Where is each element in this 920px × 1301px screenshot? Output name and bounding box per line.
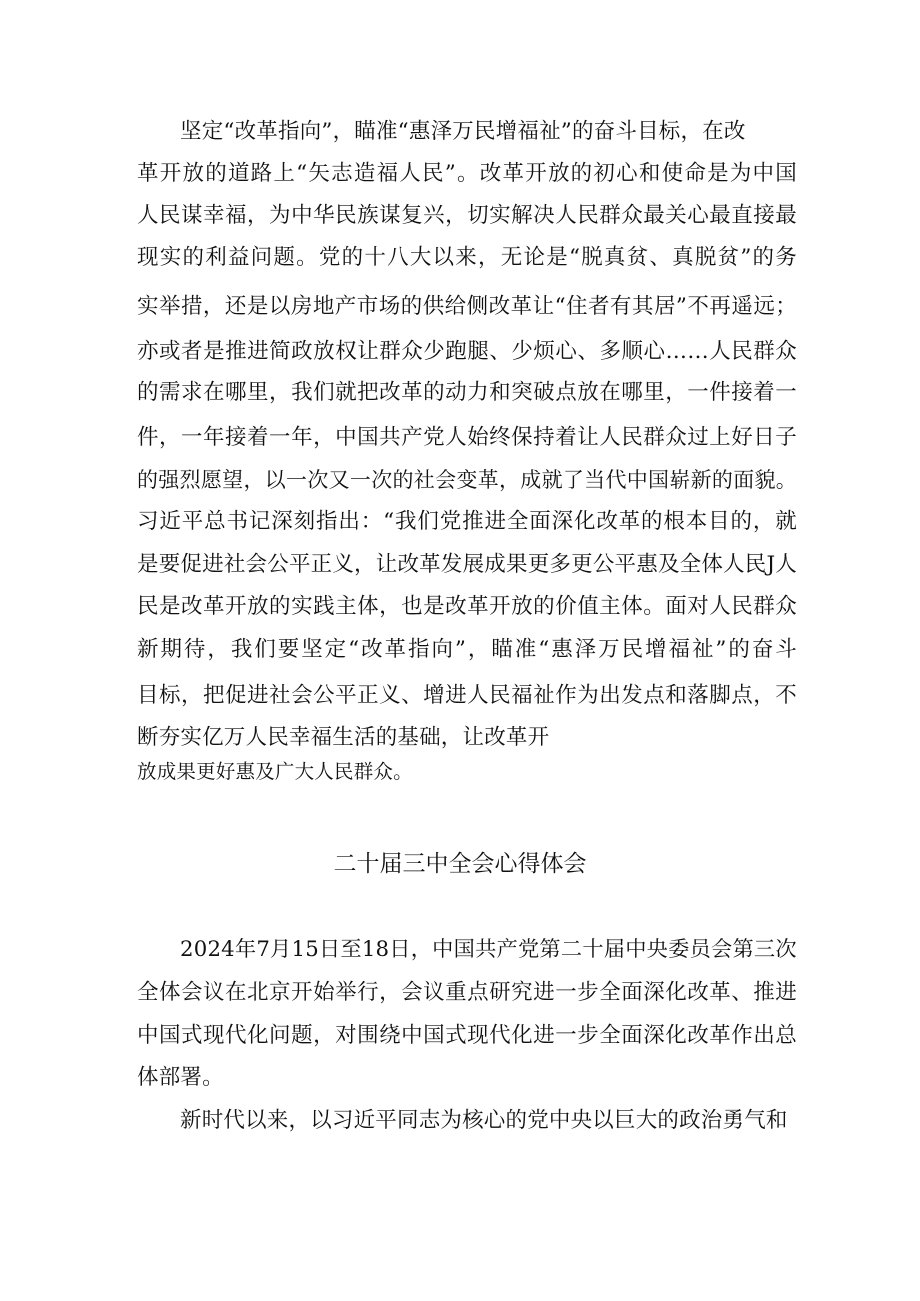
text-line: 2024年7月15日至18日，中国共产党第二十届中央委员会第三次 [180,937,797,962]
text-line: 新时代以来，以习近平同志为核心的党中央以巨大的政治勇气和 [180,1108,788,1133]
text-line: 现实的利益问题。党的十八大以来，无论是“脱真贫、真脱贫”的务 [137,245,797,270]
text-line: 目标，把促进社会公平正义、增进人民福祉作为出发点和落脚点，不 [137,683,797,708]
text-line: 全体会议在北京开始举行，会议重点研究进一步全面深化改革、推进 [137,980,797,1005]
text-line: 放成果更好惠及广大人民群众。 [137,760,413,783]
text-line: 断夯实亿万人民幸福生活的基础，让改革开 [137,725,550,750]
text-line: 的需求在哪里，我们就把改革的动力和突破点放在哪里，一件接着一 [137,380,797,405]
text-line: 人民谋幸福，为中华民族谋复兴，切实解决人民群众最关心最直接最 [137,203,797,228]
text-line: 体部署。 [137,1065,224,1090]
text-line: 民是改革开放的实践主体，也是改革开放的价值主体。面对人民群众 [137,594,797,619]
text-line: 新期待，我们要坚定“改革指向”，瞄准“惠泽万民增福祉”的奋斗 [137,637,797,662]
text-line: 是要促进社会公平正义，让改革发展成果更多更公平惠及全体人民J人 [137,552,797,577]
text-line: 中国式现代化问题，对围绕中国式现代化进一步全面深化改革作出总 [137,1023,797,1048]
text-line: 实举措，还是以房地产市场的供给侧改革让“住者有其居”不再遥远； [137,294,797,319]
section-heading: 二十届三中全会心得体会 [333,851,587,877]
text-line: 习近平总书记深刻指出：“我们党推进全面深化改革的根本目的，就 [137,509,797,534]
text-line: 的强烈愿望，以一次又一次的社会变革，成就了当代中国崭新的面貌。 [137,468,797,492]
text-line: 件，一年接着一年，中国共产党人始终保持着让人民群众过上好日子 [137,425,797,450]
text-line: 亦或者是推进简政放权让群众少跑腿、少烦心、多顺心……人民群众 [137,339,797,364]
text-line: 革开放的道路上“矢志造福人民”。改革开放的初心和使命是为中国 [137,161,797,186]
text-line: 坚定“改革指向”，瞄准“惠泽万民增福祉”的奋斗目标，在改 [180,119,746,144]
